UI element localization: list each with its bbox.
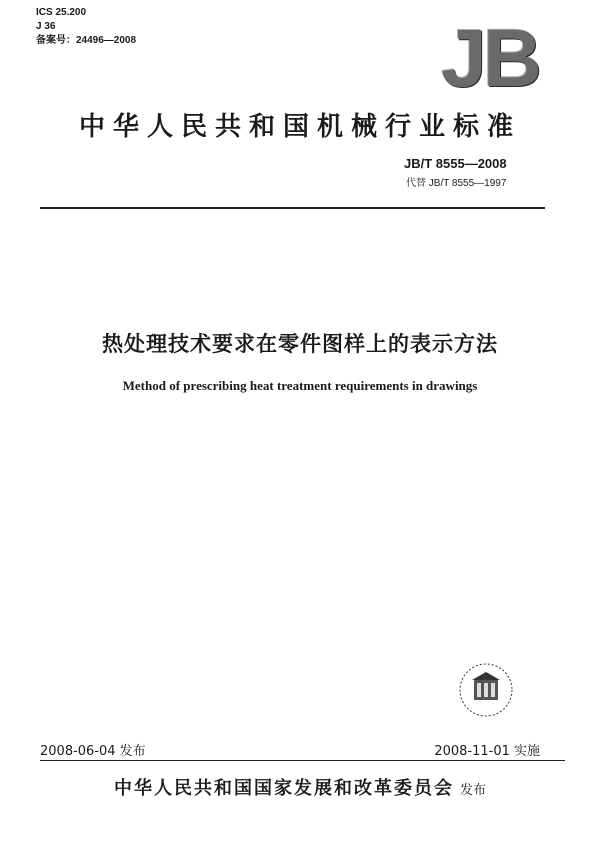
standard-category-title: 中华人民共和国机械行业标准 xyxy=(78,112,521,142)
implementation-date: 2008-11-01 实施 xyxy=(434,744,540,759)
ccs-code: J 36 xyxy=(36,21,56,32)
filing-number: 备案号：24496—2008 xyxy=(36,35,137,46)
document-title-en: Method of prescribing heat treatment requirements in drawings xyxy=(122,378,478,393)
issuer-name: 中华人民共和国国家发展和改革委员会 xyxy=(113,778,454,799)
standard-number: JB/T 8555—2008 xyxy=(404,156,507,171)
issuing-authority xyxy=(0,774,600,800)
issue-date: 2008-06-04 发布 xyxy=(40,744,146,759)
replaces-standard: 代替 JB/T 8555—1997 xyxy=(406,178,507,189)
ics-code: ICS 25.200 xyxy=(36,7,87,18)
jb-logo: JB xyxy=(441,13,538,104)
document-title-cn: 热处理技术要求在零件图样上的表示方法 xyxy=(102,332,498,356)
publisher-seal-icon xyxy=(456,660,516,720)
issuer-suffix: 发布 xyxy=(459,783,486,798)
header-divider xyxy=(40,207,545,209)
footer-divider xyxy=(40,760,565,761)
